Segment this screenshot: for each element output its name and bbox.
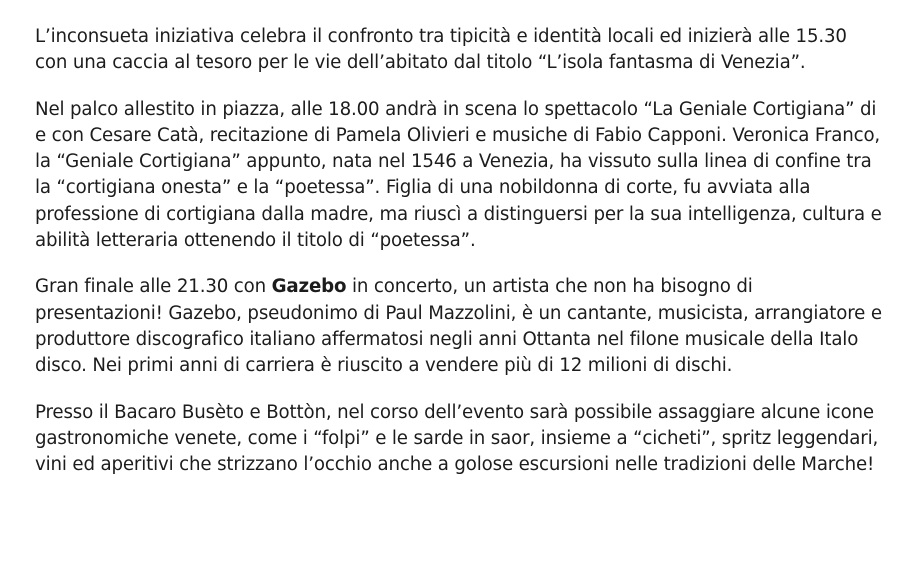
paragraph-gran-finale-rest: in concerto, un artista che non ha bisogno di presentazioni! Gazebo, pseudonimo di Paul Mazzolini, è un cantante, musicista, arrangiatore e produttore discografico italiano affermatosi negli anni Ottanta nel filone musicale della Italo disco. Nei primi anni di carriera è riuscito a vendere più di 12 milioni di dischi. <box>35 276 882 377</box>
highlight-gazebo: Gazebo <box>271 276 347 298</box>
paragraph-spettacolo: Nel palco allestito in piazza, alle 18.00 andrà in scena lo spettacolo “La Geniale Cortigiana” di e con Cesare Catà, recitazione di Pamela Olivieri e musiche di Fabio Capponi. Veronica Franco, la “Geniale Cortigiana” appunto, nata nel 1546 a Venezia, ha vissuto sulla linea di confine tra la “cortigiana onesta” e la “poetessa”. Figlia di una nobildonna di corte, fu avviata alla professione di cortigiana dalla madre, ma riuscì a distinguersi per la sua intelligenza, cultura e abilità letteraria ottenendo il titolo di “poetessa”. <box>35 98 882 252</box>
paragraph-gran-finale <box>35 274 883 379</box>
paragraph-gran-finale-start: Gran finale alle 21.30 con <box>35 276 272 298</box>
paragraph-bacaro: Presso il Bacaro Busèto e Bottòn, nel corso dell’evento sarà possibile assaggiare alcune icone gastronomiche venete, come i “folpi” e le sarde in saor, insieme a “cicheti”, spritz leggendari, vini ed aperitivi che strizzano l’occhio anche a golose escursioni nelle tradizioni delle Marche! <box>35 401 879 476</box>
article-body <box>35 24 883 498</box>
paragraph-intro: L’inconsueta iniziativa celebra il confronto tra tipicità e identità locali ed inizierà alle 15.30 con una caccia al tesoro per le vie dell’abitato dal titolo “L’isola fantasma di Venezia”. <box>35 26 847 74</box>
